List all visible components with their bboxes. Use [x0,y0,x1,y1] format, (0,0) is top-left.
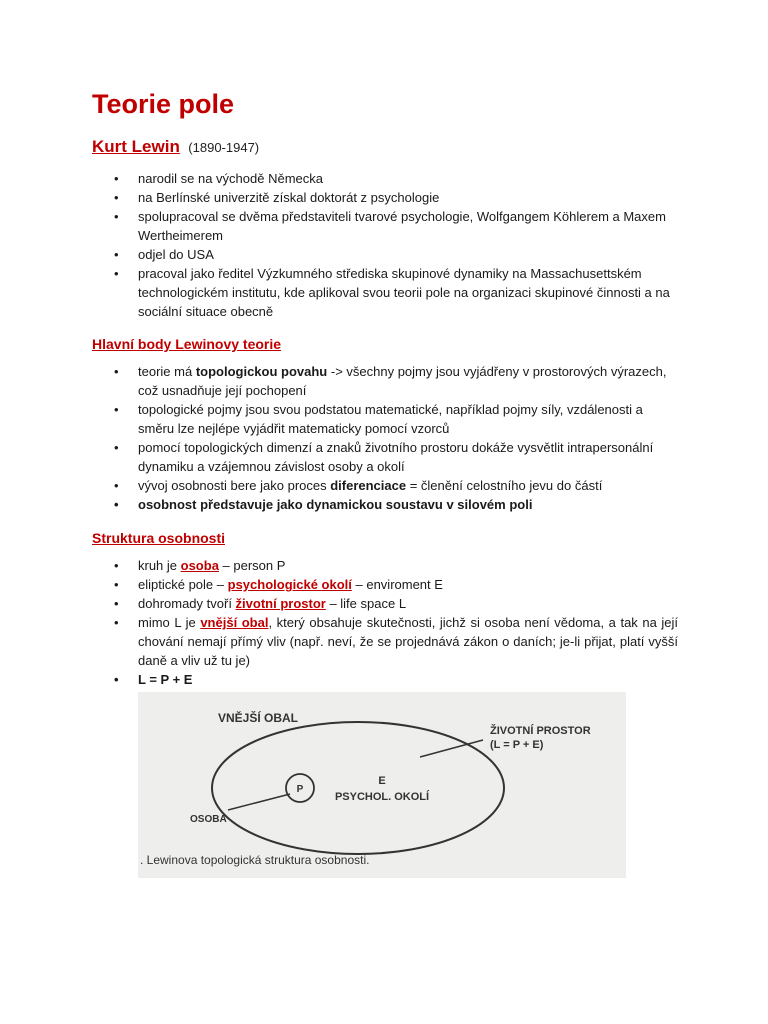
list-item: • na Berlínské univerzitě získal doktorát z psychologie [92,188,678,207]
list-item: • pracoval jako ředitel Výzkumného střediska skupinové dynamiky na Massachusettském technologickém institutu, kde aplikoval svou teorii pole na organizaci skupinové činnosti a na sociální situace obecně [92,264,678,321]
section-heading-main-points: Hlavní body Lewinovy teorie [92,336,282,352]
list-item: • narodil se na východě Německa [92,169,678,188]
list-item: • vývoj osobnosti bere jako proces diferenciace = členění celostního jevu do částí [92,476,678,495]
list-item: • odjel do USA [92,245,678,264]
list-item: • pomocí topologických dimenzí a znaků životního prostoru dokáže vysvětlit intrapersonální dynamiku a vzájemnou závislost osoby a okolí [92,438,678,476]
lewin-diagram [138,692,626,878]
main-points-list [92,362,678,514]
author-name: Kurt Lewin [92,137,180,156]
environment-label: PSYCHOL. OKOLÍ [334,791,430,803]
author-heading [92,136,678,159]
document-page [92,86,678,689]
figure-caption: . Lewinova topologická struktura osobnosti. [140,853,370,867]
lewin-diagram-figure [138,692,626,878]
life-space-ellipse [212,722,504,854]
person-label: OSOBA [190,814,227,825]
list-item: • dohromady tvoří životní prostor – life space L [92,594,678,613]
list-item: • osobnost představuje jako dynamickou soustavu v silovém poli [92,495,678,514]
formula-label: (L = P + E) [490,739,544,751]
section-heading-structure: Struktura osobnosti [92,530,226,546]
author-years: (1890-1947) [188,140,260,155]
person-p-label: P [296,784,304,795]
list-item: • L = P + E [92,670,678,689]
environment-e-label: E [378,775,386,787]
life-space-label: ŽIVOTNÍ PROSTOR [490,725,591,737]
list-item: • teorie má topologickou povahu -> všechny pojmy jsou vyjádřeny v prostorových výrazech, což usnadňuje její pochopení [92,362,678,400]
page-title: Teorie pole [92,89,235,119]
list-item: • kruh je osoba – person P [92,556,678,575]
bio-list [92,169,678,321]
outer-shell-label: VNĚJŠÍ OBAL [218,711,299,725]
list-item: • eliptické pole – psychologické okolí – enviroment E [92,575,678,594]
list-item: • spolupracoval se dvěma představiteli tvarové psychologie, Wolfgangem Köhlerem a Maxem Wertheimerem [92,207,678,245]
list-item: • topologické pojmy jsou svou podstatou matematické, například pojmy síly, vzdálenosti a směru lze nejlépe vyjádřit matematicky pomocí vzorců [92,400,678,438]
structure-list [92,556,678,689]
person-pointer [228,794,290,810]
list-item: • mimo L je vnější obal, který obsahuje skutečnosti, jichž si osoba není vědoma, a tak na její chování nemají přímý vliv (např. neví, že se projednává zákon o daních; je-li přijat, platí vyšší daně a vliv už tu je) [92,613,678,670]
